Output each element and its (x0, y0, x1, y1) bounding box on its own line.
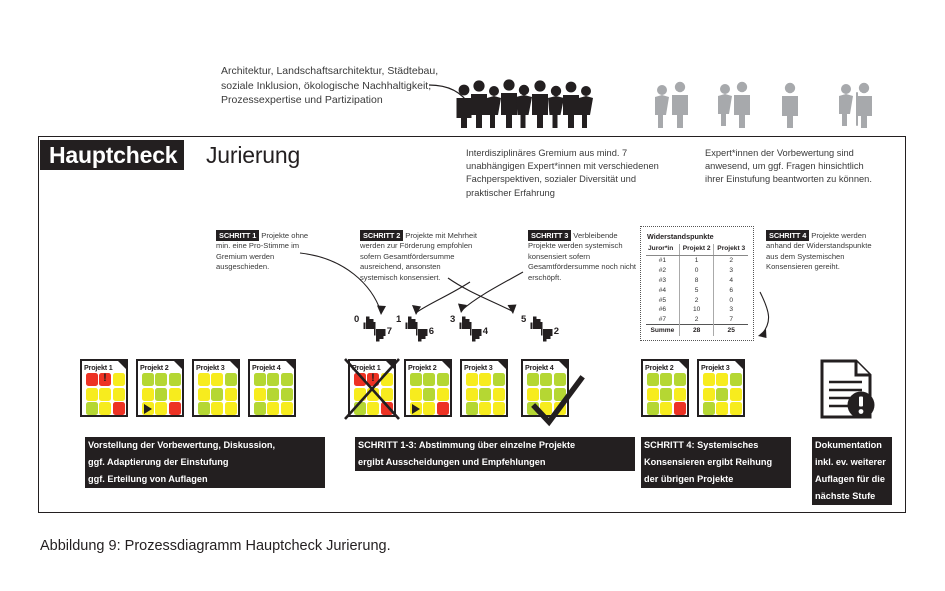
rating-cell (354, 373, 366, 386)
rating-cell (225, 388, 237, 401)
rating-cell (554, 402, 566, 415)
rating-cell (142, 373, 154, 386)
project-card-projekt-4[interactable] (248, 359, 296, 417)
card-title: Projekt 3 (196, 362, 225, 372)
bottom-label-3 (641, 437, 791, 488)
play-triangle-icon (144, 404, 152, 414)
label-line: ggf. Erteilung von Auflagen (85, 471, 325, 488)
rating-cell (554, 373, 566, 386)
rating-cell (198, 402, 210, 415)
rating-cell (730, 402, 742, 415)
play-triangle-icon (412, 404, 420, 414)
cell-p2: 5 (679, 285, 714, 295)
card-title: Projekt 2 (140, 362, 169, 372)
people-group-dark-icon (452, 78, 602, 128)
rating-cell (660, 388, 672, 401)
table-header-row (646, 244, 748, 256)
step-3-text: Verbleibende Projekte werden systemisch konsensiert sofern Gesamtfördersumme noch nicht erschöpft. (528, 231, 637, 282)
rating-cell (211, 402, 223, 415)
step-note-1 (216, 231, 324, 273)
rating-cell (527, 402, 539, 415)
rating-cell (86, 373, 98, 386)
rating-cell (381, 373, 393, 386)
vote-contra-4: 2 (553, 326, 559, 337)
rating-cell (466, 373, 478, 386)
rating-cell (113, 373, 125, 386)
exclamation-icon: ! (103, 372, 107, 384)
label-line: Vorstellung der Vorbewertung, Diskussion, (85, 437, 325, 454)
rating-cell (281, 373, 293, 386)
cell-juror: #2 (658, 267, 667, 275)
rating-grid (527, 373, 566, 415)
label-line: SCHRITT 4: Systemisches (641, 437, 791, 454)
table-row (646, 295, 748, 305)
document-alert-icon (818, 358, 876, 420)
card-title: Projekt 1 (84, 362, 113, 372)
step-1-text: Projekte ohne min. eine Pro-Stimme im Gremium werden ausgeschieden. (216, 231, 309, 272)
rating-cell (267, 402, 279, 415)
vote-contra-2: 6 (428, 326, 434, 337)
label-line: ggf. Adaptierung der Einstufung (85, 454, 325, 471)
rating-grid (466, 373, 505, 415)
table-row (646, 266, 748, 276)
project-card-projekt-3[interactable] (192, 359, 240, 417)
cell-juror: #1 (658, 257, 667, 265)
page-fold-icon (228, 359, 240, 371)
cell-p2: 8 (679, 276, 714, 286)
rating-cell (354, 402, 366, 415)
rating-cell (527, 373, 539, 386)
rating-cell (437, 388, 449, 401)
label-line: Auflagen für die (812, 471, 892, 488)
cell-p3: 4 (714, 276, 748, 286)
cell-p3: 2 (714, 256, 748, 266)
cell-juror: #5 (658, 296, 667, 304)
vote-contra-3: 4 (482, 326, 488, 337)
cell-sum-p2: 28 (679, 325, 714, 336)
thumbs-icon-2 (405, 316, 428, 342)
rating-cell (367, 373, 379, 386)
rating-cell (225, 402, 237, 415)
cell-juror: #4 (658, 286, 667, 294)
label-line: nächste Stufe (812, 488, 892, 505)
rating-cell (254, 402, 266, 415)
rating-cell (410, 402, 422, 415)
table-row (646, 315, 748, 325)
vote-pro-3: 3 (450, 314, 456, 325)
th-juror: Juror*in (646, 244, 679, 256)
vote-pro-1: 0 (354, 314, 360, 325)
page-title-sub: Jurierung (206, 142, 301, 168)
step-2-text: Projekte mit Mehrheit werden zur Förderung empfohlen sofern Gesamtfördersumme ausreichend, ansonsten systemisch konsensiert. (360, 231, 478, 282)
project-card-projekt-3[interactable] (460, 359, 508, 417)
cell-p3: 3 (714, 266, 748, 276)
rating-cell (423, 388, 435, 401)
label-line: ergibt Ausscheidungen und Empfehlungen (355, 454, 635, 471)
rating-cell (527, 388, 539, 401)
rating-cell (493, 373, 505, 386)
rating-cell (155, 388, 167, 401)
vote-group-2 (396, 316, 434, 346)
rating-cell (730, 388, 742, 401)
rating-cell (437, 373, 449, 386)
card-title: Projekt 4 (252, 362, 281, 372)
table-sum-row (646, 325, 748, 336)
figure-caption: Abbildung 9: Prozessdiagramm Hauptcheck Jurierung. (40, 538, 391, 554)
page-fold-icon (284, 359, 296, 371)
rating-cell (479, 373, 491, 386)
rating-cell (354, 388, 366, 401)
rating-cell (703, 388, 715, 401)
cell-p3: 7 (714, 315, 748, 325)
rating-grid (142, 373, 181, 415)
card-title: Projekt 2 (645, 362, 674, 372)
rating-grid (703, 373, 742, 415)
rating-grid (354, 373, 393, 415)
note-experts: Expert*innen der Vorbewertung sind anwesend, um ggf. Fragen hinsichtlich ihrer Einstufung beantworten zu können. (705, 148, 872, 185)
project-card-projekt-2[interactable] (136, 359, 184, 417)
rating-cell (674, 402, 686, 415)
rating-cell (540, 373, 552, 386)
cell-juror: #7 (658, 316, 667, 324)
rating-cell (493, 402, 505, 415)
vote-pro-2: 1 (396, 314, 402, 325)
rating-cell (410, 388, 422, 401)
rating-cell (254, 373, 266, 386)
vote-group-1 (354, 316, 392, 346)
rating-grid (254, 373, 293, 415)
step-note-3 (528, 231, 638, 283)
rating-grid (198, 373, 237, 415)
label-line: SCHRITT 1-3: Abstimmung über einzelne Projekte (355, 437, 635, 454)
cell-p2: 2 (679, 315, 714, 325)
rating-cell (155, 402, 167, 415)
rating-cell (281, 402, 293, 415)
note-gremium: Interdisziplinäres Gremium aus mind. 7 unabhängigen Expert*innen mit verschiedenen Fachperspektiven, sozialer Diversität und praktischer Erfahrung (466, 148, 659, 198)
rating-cell (155, 373, 167, 386)
cell-juror: #3 (658, 276, 667, 284)
cell-p3: 6 (714, 285, 748, 295)
step-2-tag: SCHRITT 2 (360, 230, 403, 241)
bottom-label-2 (355, 437, 635, 471)
rating-cell (660, 402, 672, 415)
rating-cell (674, 388, 686, 401)
project-card-projekt-4[interactable] (521, 359, 569, 417)
rating-grid (86, 373, 125, 415)
rating-cell (716, 402, 728, 415)
rating-cell (99, 402, 111, 415)
rating-cell (540, 388, 552, 401)
cell-p2: 10 (679, 305, 714, 315)
rating-cell (730, 373, 742, 386)
bottom-label-1 (85, 437, 325, 488)
rating-cell (211, 388, 223, 401)
resistance-points-table (640, 226, 754, 341)
cell-sum-label: Summe (646, 325, 679, 336)
rating-cell (99, 373, 111, 386)
rating-cell (647, 388, 659, 401)
rating-grid (410, 373, 449, 415)
page-fold-icon (384, 359, 396, 371)
rating-cell (281, 388, 293, 401)
label-line: der übrigen Projekte (641, 471, 791, 488)
rating-cell (367, 402, 379, 415)
label-line: inkl. ev. weiterer (812, 454, 892, 471)
project-card-projekt-3[interactable] (697, 359, 745, 417)
rating-cell (267, 373, 279, 386)
card-title: Projekt 4 (525, 362, 554, 372)
project-card-projekt-2[interactable] (404, 359, 452, 417)
vote-pro-4: 5 (521, 314, 527, 325)
label-line: Konsensieren ergibt Reihung (641, 454, 791, 471)
rating-cell (99, 388, 111, 401)
rating-cell (198, 388, 210, 401)
rating-cell (113, 402, 125, 415)
rating-cell (437, 402, 449, 415)
rating-cell (381, 402, 393, 415)
page-fold-icon (557, 359, 569, 371)
rating-grid (647, 373, 686, 415)
top-annotation-text: Architektur, Landschaftsarchitektur, Städtebau, soziale Inklusion, ökologische Nachhaltigkeit, Prozessexpertise und Partizipation (221, 65, 439, 107)
step-note-4 (766, 231, 874, 273)
thumbs-icon-4 (530, 316, 553, 342)
rating-cell (716, 388, 728, 401)
people-group-grey-icon (650, 80, 880, 128)
rating-cell (647, 402, 659, 415)
rating-cell (660, 373, 672, 386)
rating-cell (142, 402, 154, 415)
page-fold-icon (116, 359, 128, 371)
rating-cell (703, 402, 715, 415)
vote-group-3 (450, 316, 488, 346)
rating-cell (466, 402, 478, 415)
rating-cell (540, 402, 552, 415)
rating-cell (86, 388, 98, 401)
page-fold-icon (733, 359, 745, 371)
page-fold-icon (440, 359, 452, 371)
project-card-projekt-1[interactable] (348, 359, 396, 417)
step-4-tag: SCHRITT 4 (766, 230, 809, 241)
rating-cell (367, 388, 379, 401)
rating-cell (466, 388, 478, 401)
cell-p3: 0 (714, 295, 748, 305)
rating-cell (267, 388, 279, 401)
step-4-text: Projekte werden anhand der Widerstandspunkte aus dem Systemischen Konsensieren gereiht. (766, 231, 872, 272)
card-title: Projekt 1 (352, 362, 381, 372)
table-row (646, 256, 748, 266)
exclamation-icon: ! (371, 372, 375, 384)
rating-cell (113, 388, 125, 401)
table-row (646, 305, 748, 315)
rating-cell (716, 373, 728, 386)
rating-cell (169, 388, 181, 401)
cell-juror: #6 (658, 306, 667, 314)
rating-cell (254, 388, 266, 401)
card-title: Projekt 3 (464, 362, 493, 372)
rating-cell (142, 388, 154, 401)
page-title-block: Hauptcheck (40, 140, 184, 170)
table-row (646, 285, 748, 295)
cell-sum-p3: 25 (714, 325, 748, 336)
cell-p2: 0 (679, 266, 714, 276)
rating-cell (423, 402, 435, 415)
table-body (646, 244, 748, 336)
rating-cell (169, 373, 181, 386)
step-1-tag: SCHRITT 1 (216, 230, 259, 241)
bottom-label-4 (812, 437, 892, 505)
rating-cell (647, 373, 659, 386)
step-note-2 (360, 231, 480, 283)
page-fold-icon (496, 359, 508, 371)
cell-p2: 1 (679, 256, 714, 266)
step-3-tag: SCHRITT 3 (528, 230, 571, 241)
rating-cell (423, 373, 435, 386)
project-card-projekt-1[interactable] (80, 359, 128, 417)
vote-contra-1: 7 (386, 326, 392, 337)
table-title: Widerstandspunkte (647, 232, 714, 241)
thumbs-icon-3 (459, 316, 482, 342)
table-row (646, 276, 748, 286)
cell-p2: 2 (679, 295, 714, 305)
project-card-projekt-2[interactable] (641, 359, 689, 417)
th-projekt2: Projekt 2 (679, 244, 714, 256)
rating-cell (410, 373, 422, 386)
page-fold-icon (677, 359, 689, 371)
rating-cell (86, 402, 98, 415)
rating-cell (493, 388, 505, 401)
rating-cell (479, 388, 491, 401)
th-projekt3: Projekt 3 (714, 244, 748, 256)
rating-cell (554, 388, 566, 401)
thumbs-icon-1 (363, 316, 386, 342)
rating-cell (169, 402, 181, 415)
rating-cell (703, 373, 715, 386)
card-title: Projekt 3 (701, 362, 730, 372)
rating-cell (479, 402, 491, 415)
page-fold-icon (172, 359, 184, 371)
label-line: Dokumentation (812, 437, 892, 454)
rating-cell (225, 373, 237, 386)
rating-cell (381, 388, 393, 401)
rating-cell (674, 373, 686, 386)
vote-group-4 (521, 316, 559, 346)
cell-p3: 3 (714, 305, 748, 315)
card-title: Projekt 2 (408, 362, 437, 372)
rating-cell (198, 373, 210, 386)
rating-cell (211, 373, 223, 386)
